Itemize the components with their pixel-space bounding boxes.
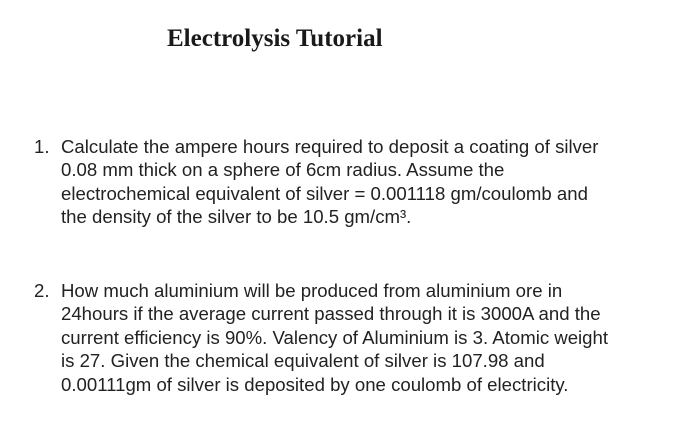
question-1 <box>34 135 684 229</box>
question-text-line: Calculate the ampere hours required to deposit a coating of silver <box>61 136 599 157</box>
question-number: 1. <box>34 136 50 157</box>
document-title: Electrolysis Tutorial <box>167 25 383 52</box>
question-text-line: 24hours if the average current passed through it is 3000A and the <box>61 303 601 325</box>
question-number: 2. <box>34 280 50 301</box>
question-text-line: How much aluminium will be produced from aluminium ore in <box>61 280 563 301</box>
question-text-line: the density of the silver to be 10.5 gm/cm³. <box>61 206 412 228</box>
question-text-line: 0.08 mm thick on a sphere of 6cm radius. Assume the <box>61 159 505 181</box>
question-text-line: current efficiency is 90%. Valency of Aluminium is 3. Atomic weight <box>61 326 609 348</box>
question-text-line: is 27. Given the chemical equivalent of silver is 107.98 and <box>61 350 545 372</box>
question-text-line: 0.00111gm of silver is deposited by one coulomb of electricity. <box>61 373 569 395</box>
question-text-line: electrochemical equivalent of silver = 0.001118 gm/coulomb and <box>61 182 588 204</box>
question-2 <box>34 279 684 396</box>
